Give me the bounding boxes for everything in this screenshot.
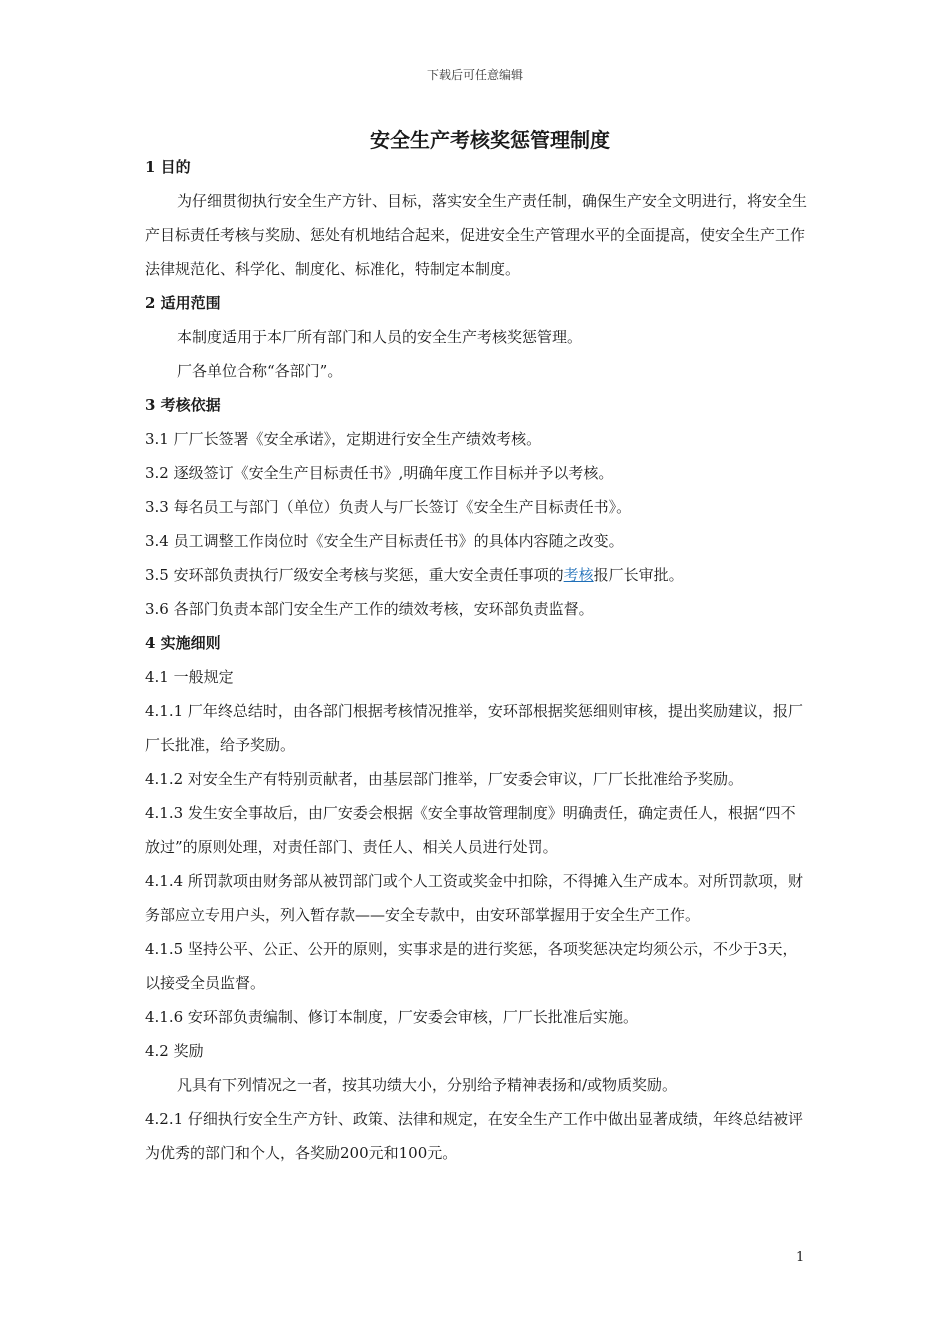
rule-item: 4.1.4 所罚款项由财务部从被罚部门或个人工资或奖金中扣除，不得摊入生产成本。对所罚款项，财务部应立专用户头，列入暂存款——安全专款中，由安环部掌握用于安全生产工作。	[145, 872, 803, 924]
subsection-heading-rewards: 4.2 奖励	[145, 1042, 204, 1060]
rule-item: 4.1.1 厂年终总结时，由各部门根据考核情况推举，安环部根据奖惩细则审核，提出奖励建议，报厂厂长批准，给予奖励。	[145, 702, 803, 754]
scope-paragraph: 本制度适用于本厂所有部门和人员的安全生产考核奖惩管理。	[177, 328, 583, 346]
rule-item: 4.1.3 发生安全事故后，由厂安委会根据《安全事故管理制度》明确责任，确定责任人，根据“四不放过”的原则处理，对责任部门、责任人、相关人员进行处罚。	[145, 804, 796, 856]
basis-item-with-link	[145, 558, 810, 592]
basis-item: 3.2 逐级签订《安全生产目标责任书》,明确年度工作目标并予以考核。	[145, 464, 614, 482]
basis-item: 3.1 厂厂长签署《安全承诺》，定期进行安全生产绩效考核。	[145, 430, 542, 448]
basis-item: 3.3 每名员工与部门（单位）负责人与厂长签订《安全生产目标责任书》。	[145, 498, 632, 516]
section-heading-rules: 4 实施细则	[145, 634, 221, 652]
header-note: 下载后可任意编辑	[426, 68, 523, 82]
rule-item: 4.1.2 对安全生产有特别贡献者，由基层部门推举，厂安委会审议，厂厂长批准给予奖励。	[145, 770, 743, 788]
scope-note: 厂各单位合称“各部门”。	[177, 362, 343, 380]
assessment-link[interactable]: 考核	[563, 566, 594, 584]
page-number: 1	[796, 1250, 805, 1265]
section-heading-basis: 3 考核依据	[145, 396, 221, 414]
document-body	[145, 150, 810, 1170]
basis-item: 3.6 各部门负责本部门安全生产工作的绩效考核，安环部负责监督。	[145, 600, 594, 618]
document-title: 安全生产考核奖惩管理制度	[370, 128, 610, 152]
rewards-intro: 凡具有下列情况之一者，按其功绩大小，分别给予精神表扬和/或物质奖励。	[177, 1076, 678, 1094]
section-heading-purpose: 1 目的	[145, 158, 191, 176]
subsection-heading-general: 4.1 一般规定	[145, 668, 234, 686]
rule-item: 4.1.6 安环部负责编制、修订本制度，厂安委会审核，厂厂长批准后实施。	[145, 1008, 638, 1026]
purpose-paragraph: 为仔细贯彻执行安全生产方针、目标，落实安全生产责任制，确保生产安全文明进行，将安全生产目标责任考核与奖励、惩处有机地结合起来，促进安全生产管理水平的全面提高，使安全生产工作法律规范化、科学化、制度化、标准化，特制定本制度。	[145, 192, 808, 278]
section-heading-scope: 2 适用范围	[145, 294, 221, 312]
rule-item: 4.1.5 坚持公平、公正、公开的原则，实事求是的进行奖惩，各项奖惩决定均须公示，不少于3天，以接受全员监督。	[145, 940, 798, 992]
basis-item-text: 3.5 安环部负责执行厂级安全考核与奖惩，重大安全责任事项的	[145, 566, 564, 584]
reward-item: 4.2.1 仔细执行安全生产方针、政策、法律和规定，在安全生产工作中做出显著成绩，年终总结被评为优秀的部门和个人，各奖励200元和100元。	[145, 1110, 803, 1162]
basis-item: 3.4 员工调整工作岗位时《安全生产目标责任书》的具体内容随之改变。	[145, 532, 624, 550]
basis-item-text: 报厂长审批。	[593, 566, 684, 584]
